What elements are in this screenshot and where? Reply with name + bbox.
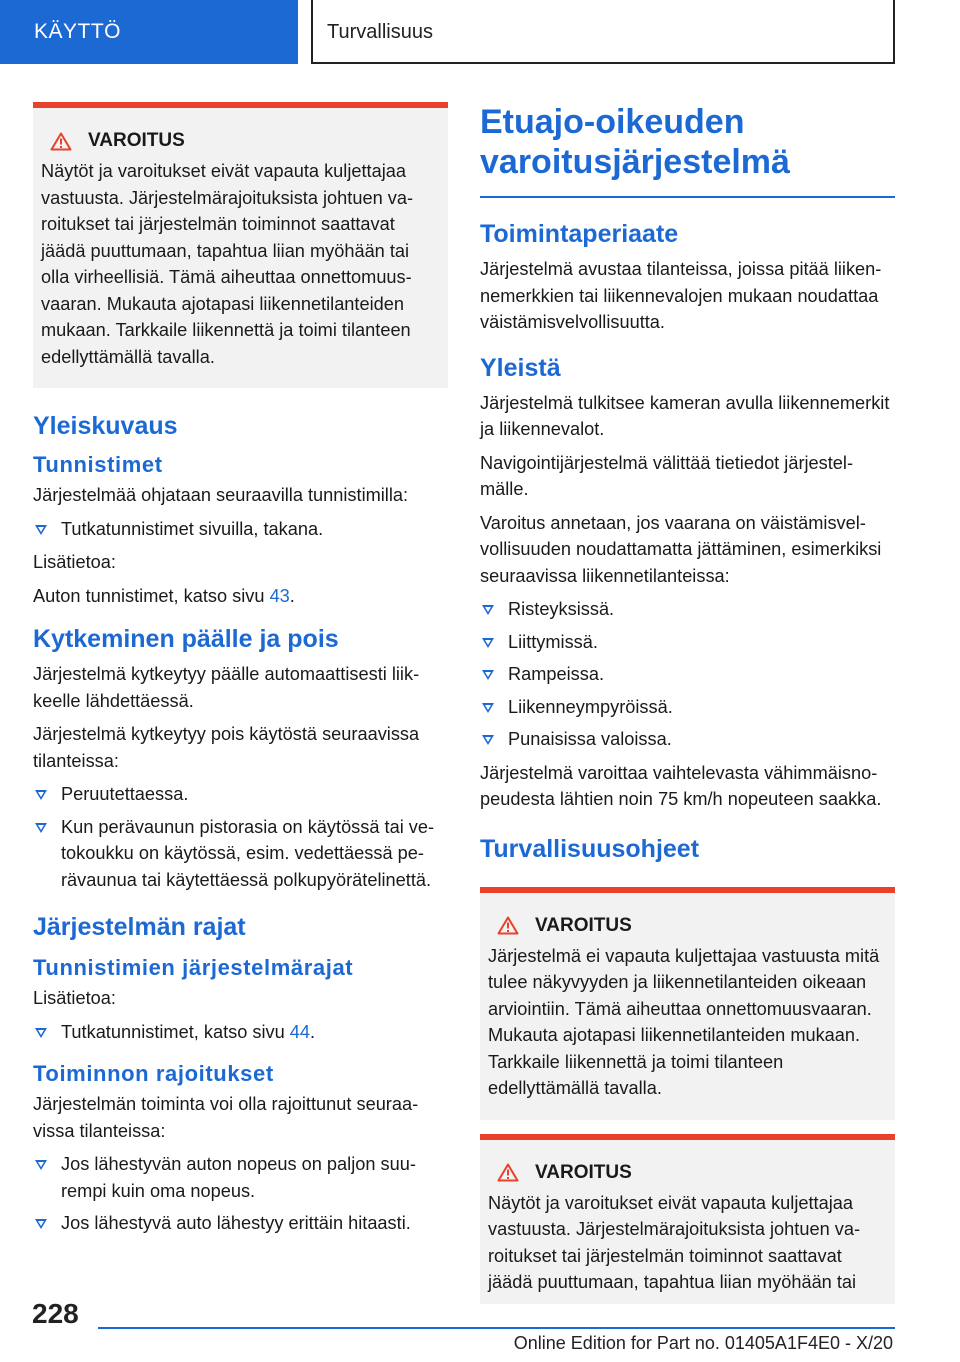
list-item — [33, 516, 448, 543]
warning-text: Järjestelmä ei vapauta kuljettajaa vastuusta mitä tulee näkyvyyden ja liikennetilanteiden oikeaan arviointiin. Tämä aiheuttaa onnettomuusvaaran. Mukauta ajotapasi liikennetilanteiden mukaan. Tarkkaile liikennettä ja toimi tilanteen edellyttämällä tavalla. — [488, 945, 880, 1098]
principle-heading: Toimintaperiaate — [480, 220, 679, 248]
bullet-triangle-icon — [35, 1219, 47, 1229]
list-item — [480, 726, 895, 753]
warning-triangle-icon — [50, 132, 72, 151]
list-item — [33, 1210, 448, 1237]
list-item-text: Liikenneympyröissä. — [508, 696, 673, 717]
list-item — [33, 814, 448, 894]
list-item — [480, 661, 895, 688]
warning-header — [41, 130, 440, 152]
switching-list — [33, 781, 448, 893]
safety-heading: Turvallisuusohjeet — [480, 834, 700, 863]
general-heading: Yleistä — [480, 353, 561, 382]
switching-text-2: Järjestelmä kytkeytyy pois käytöstä seuraavissa tilanteissa: — [33, 724, 420, 771]
limits-heading: Järjestelmän rajat — [33, 913, 246, 941]
list-item-text: Tutkatunnistimet sivuilla, takana. — [61, 518, 324, 539]
warning-header — [488, 915, 887, 937]
edition-text: Online Edition for Part no. 01405A1F4E0 - X/20 — [513, 1333, 893, 1353]
switching-heading: Kytkeminen päälle ja pois — [33, 625, 339, 653]
bullet-triangle-icon — [35, 1160, 47, 1170]
bullet-triangle-icon — [482, 703, 494, 713]
bullet-triangle-icon — [482, 735, 494, 745]
left-column — [33, 102, 448, 1244]
warning-triangle-icon — [497, 916, 519, 935]
warning-label: VAROITUS — [88, 130, 185, 151]
bullet-triangle-icon — [482, 638, 494, 648]
list-item — [480, 694, 895, 721]
warning-label: VAROITUS — [535, 914, 632, 936]
function-limits-list — [33, 1151, 448, 1237]
general-list — [480, 596, 895, 753]
sensors-text: Järjestelmää ohjataan seuraavilla tunnistimilla: — [33, 485, 409, 505]
overview-heading: Yleiskuvaus — [33, 412, 178, 440]
page-number: 228 — [32, 1298, 79, 1329]
warning-box — [480, 1134, 895, 1304]
section-tab: KÄYTTÖ — [0, 0, 298, 64]
page-link-43[interactable]: 43 — [269, 585, 290, 606]
list-item-text: Rampeissa. — [508, 664, 605, 684]
bullet-triangle-icon — [35, 525, 47, 535]
more-info-label: Lisätietoa: — [33, 552, 116, 572]
page-link-44[interactable]: 44 — [289, 1021, 311, 1042]
warning-box — [33, 102, 448, 388]
reference-suffix: . — [310, 1021, 316, 1042]
sensor-limits-list — [33, 1019, 448, 1046]
list-item-text: Jos lähestyvä auto lähestyy erittäin hitaasti. — [61, 1213, 411, 1233]
sensors-heading: Tunnistimet — [33, 452, 163, 477]
warning-text: Näytöt ja varoitukset eivät vapauta kuljettajaa vastuusta. Järjestelmärajoituksista johtuen varoitukset tai järjestelmän toiminnot saattavat jäädä puuttumaan, tapahtua liian myöhään tai — [488, 1192, 861, 1292]
list-item-text: Kun perävaunun pistorasia on käytössä tai vetokoukku on käytössä, esim. vedettäessä perävaunua tai käytettäessä polkupyörätelinettä. — [61, 816, 435, 890]
function-limits-heading: Toiminnon rajoitukset — [33, 1061, 274, 1086]
page-title: Etuajo-oikeuden varoitusjärjestelmä — [480, 103, 790, 181]
list-item-text: Liittymissä. — [508, 631, 598, 652]
reference-text: Auton tunnistimet, katso sivu — [33, 585, 270, 606]
sensor-reference — [33, 583, 448, 610]
bullet-triangle-icon — [35, 1028, 47, 1038]
footer-rule — [98, 1327, 895, 1329]
list-item-text: Peruutettaessa. — [61, 784, 189, 804]
function-limits-text: Järjestelmän toiminta voi olla rajoittunut seuraavissa tilanteissa: — [33, 1094, 419, 1141]
general-text-4: Järjestelmä varoittaa vaihtelevasta vähimmäisnopeudesta lähtien noin 75 km/h nopeuteen saakka. — [480, 762, 882, 809]
list-item — [33, 1019, 448, 1046]
warning-header — [488, 1162, 887, 1184]
list-item-text: Punaisissa valoissa. — [508, 729, 672, 749]
warning-triangle-icon — [497, 1163, 519, 1182]
bullet-triangle-icon — [482, 605, 494, 615]
reference-suffix: . — [289, 585, 295, 606]
principle-text: Järjestelmä avustaa tilanteissa, joissa pitää liikennemerkkien tai liikennevalojen mukaan noudattaa väistämisvelvollisuutta. — [480, 259, 882, 332]
switching-text-1: Järjestelmä kytkeytyy päälle automaattisesti liikkeelle lähdettäessä. — [33, 664, 420, 711]
warning-label: VAROITUS — [535, 1161, 632, 1183]
sensor-limits-heading: Tunnistimien järjestelmärajat — [33, 955, 354, 980]
title-rule — [480, 196, 895, 198]
list-item — [33, 781, 448, 808]
bullet-triangle-icon — [482, 670, 494, 680]
warning-text: Näytöt ja varoitukset eivät vapauta kuljettajaa vastuusta. Järjestelmärajoituksista johtuen varoitukset tai järjestelmän toiminnot saattavat jäädä puuttumaan, tapahtua liian myöhään tai olla virheellisiä. Tämä aiheuttaa onnettomuusvaaran. Mukauta ajotapasi liikennetilanteiden mukaan. Tarkkaile liikennettä ja toimi tilanteen edellyttämällä tavalla. — [41, 161, 414, 367]
right-column — [480, 102, 895, 1304]
bullet-triangle-icon — [35, 790, 47, 800]
more-info-label: Lisätietoa: — [33, 988, 116, 1008]
general-text-1: Järjestelmä tulkitsee kameran avulla liikennemerkit ja liikennevalot. — [480, 392, 890, 439]
bullet-triangle-icon — [35, 823, 47, 833]
list-item-text: Risteyksissä. — [508, 599, 615, 619]
sensors-list — [33, 516, 448, 543]
list-item — [480, 596, 895, 623]
warning-box — [480, 887, 895, 1120]
list-item — [33, 1151, 448, 1204]
list-item-text: Jos lähestyvän auton nopeus on paljon suurempi kuin oma nopeus. — [61, 1154, 416, 1201]
general-text-3: Varoitus annetaan, jos vaarana on väistämisvelvollisuuden noudattamatta jättäminen, esimerkiksi seuraavissa liikennetilanteissa: — [480, 512, 882, 586]
list-item — [480, 629, 895, 656]
reference-text: Tutkatunnistimet, katso sivu — [61, 1021, 290, 1042]
general-text-2: Navigointijärjestelmä välittää tietiedot järjestelmälle. — [480, 452, 854, 499]
chapter-title: Turvallisuus — [311, 0, 895, 64]
